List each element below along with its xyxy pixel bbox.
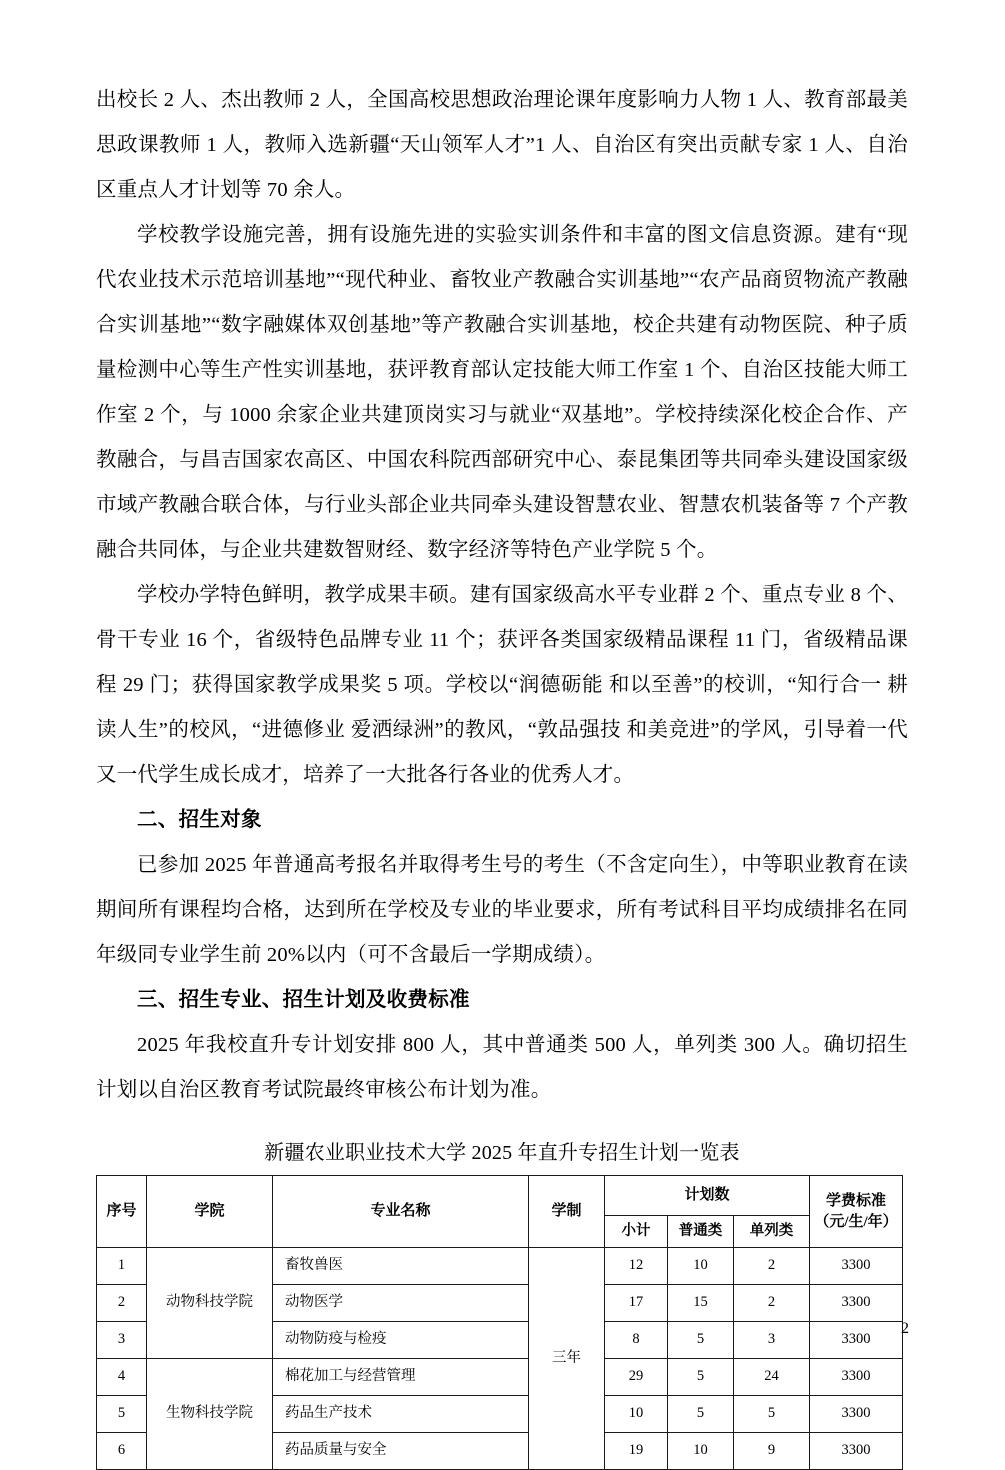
- cell-seq: 5: [97, 1396, 147, 1433]
- cell-subtotal: 12: [605, 1248, 668, 1285]
- cell-major: 药品生产技术: [273, 1396, 529, 1433]
- page-content: [96, 78, 908, 1470]
- cell-fee: 3300: [810, 1396, 903, 1433]
- paragraph-continuation: 出校长 2 人、杰出教师 2 人，全国高校思想政治理论课年度影响力人物 1 人、教育部最美思政课教师 1 人，教师入选新疆“天山领军人才”1 人、自治区有突出贡献专家 1 人、自治区重点人才计划等 70 余人。: [96, 89, 908, 201]
- cell-major: 动物防疫与检疫: [273, 1322, 529, 1359]
- table-row: [97, 1248, 903, 1285]
- cell-general: 10: [668, 1433, 734, 1470]
- header-seq: 序号: [97, 1176, 147, 1248]
- header-fee: [810, 1176, 903, 1248]
- cell-general: 15: [668, 1285, 734, 1322]
- cell-subtotal: 19: [605, 1433, 668, 1470]
- cell-duration: 三年: [529, 1248, 605, 1470]
- table-row: [97, 1359, 903, 1396]
- cell-subtotal: 29: [605, 1359, 668, 1396]
- header-separate: 单列类: [734, 1216, 810, 1248]
- heading-section-three: 三、招生专业、招生计划及收费标准: [137, 989, 470, 1011]
- cell-fee: 3300: [810, 1248, 903, 1285]
- table-caption: 新疆农业职业技术大学 2025 年直升专招生计划一览表: [264, 1142, 740, 1164]
- cell-fee: 3300: [810, 1433, 903, 1470]
- cell-major: 药品质量与安全: [273, 1433, 529, 1470]
- cell-general: 10: [668, 1248, 734, 1285]
- header-fee-line2: （元/生/年）: [814, 1213, 898, 1230]
- table-body: [97, 1248, 903, 1470]
- table-header: [97, 1176, 903, 1248]
- cell-college: 动物科技学院: [147, 1248, 273, 1359]
- header-duration: 学制: [529, 1176, 605, 1248]
- cell-subtotal: 10: [605, 1396, 668, 1433]
- header-general: 普通类: [668, 1216, 734, 1248]
- cell-major: 棉花加工与经营管理: [273, 1359, 529, 1396]
- page-number: 2: [901, 1320, 909, 1337]
- cell-separate: 9: [734, 1433, 810, 1470]
- cell-seq: 3: [97, 1322, 147, 1359]
- table-header-row-1: [97, 1176, 903, 1216]
- cell-fee: 3300: [810, 1285, 903, 1322]
- paragraph-achievements: 学校办学特色鲜明，教学成果丰硕。建有国家级高水平专业群 2 个、重点专业 8 个、骨干专业 16 个，省级特色品牌专业 11 个；获评各类国家级精品课程 11 门，省级精品课程 29 门；获得国家教学成果奖 5 项。学校以“润德砺能 和以至善”的校训，“知行合一 耕读人生”的校风，“进德修业 爱洒绿洲”的教风，“敦品强技 和美竞进”的学风，引导着一代又一代学生成长成才，培养了一大批各行各业的优秀人才。: [96, 584, 908, 786]
- cell-separate: 5: [734, 1396, 810, 1433]
- heading-section-two: 二、招生对象: [137, 809, 262, 831]
- header-subtotal: 小计: [605, 1216, 668, 1248]
- cell-college: 生物科技学院: [147, 1359, 273, 1470]
- cell-fee: 3300: [810, 1359, 903, 1396]
- cell-seq: 4: [97, 1359, 147, 1396]
- cell-seq: 2: [97, 1285, 147, 1322]
- cell-separate: 2: [734, 1285, 810, 1322]
- cell-subtotal: 17: [605, 1285, 668, 1322]
- cell-general: 5: [668, 1359, 734, 1396]
- cell-separate: 2: [734, 1248, 810, 1285]
- paragraph-section-two: 已参加 2025 年普通高考报名并取得考生号的考生（不含定向生），中等职业教育在读期间所有课程均合格，达到所在学校及专业的毕业要求，所有考试科目平均成绩排名在同年级同专业学生前 20%以内（可不含最后一学期成绩）。: [96, 854, 908, 966]
- paragraph-facilities: 学校教学设施完善，拥有设施先进的实验实训条件和丰富的图文信息资源。建有“现代农业技术示范培训基地”“现代种业、畜牧业产教融合实训基地”“农产品商贸物流产教融合实训基地”“数字融媒体双创基地”等产教融合实训基地，校企共建有动物医院、种子质量检测中心等生产性实训基地，获评教育部认定技能大师工作室 1 个、自治区技能大师工作室 2 个，与 1000 余家企业共建顶岗实习与就业“双基地”。学校持续深化校企合作、产教融合，与昌吉国家农高区、中国农科院西部研究中心、泰昆集团等共同牵头建设国家级市域产教融合联合体，与行业头部企业共同牵头建设智慧农业、智慧农机装备等 7 个产教融合共同体，与企业共建数智财经、数字经济等特色产业学院 5 个。: [96, 224, 908, 561]
- cell-general: 5: [668, 1396, 734, 1433]
- header-college: 学院: [147, 1176, 273, 1248]
- cell-major: 畜牧兽医: [273, 1248, 529, 1285]
- cell-major: 动物医学: [273, 1285, 529, 1322]
- enrollment-plan-table: [96, 1175, 903, 1470]
- header-major: 专业名称: [273, 1176, 529, 1248]
- paragraph-section-three: 2025 年我校直升专计划安排 800 人，其中普通类 500 人，单列类 300 人。确切招生计划以自治区教育考试院最终审核公布计划为准。: [96, 1034, 908, 1101]
- cell-fee: 3300: [810, 1322, 903, 1359]
- cell-general: 5: [668, 1322, 734, 1359]
- cell-separate: 24: [734, 1359, 810, 1396]
- cell-separate: 3: [734, 1322, 810, 1359]
- cell-seq: 6: [97, 1433, 147, 1470]
- header-fee-line1: 学费标准: [826, 1193, 887, 1210]
- cell-seq: 1: [97, 1248, 147, 1285]
- cell-subtotal: 8: [605, 1322, 668, 1359]
- header-plan-group: 计划数: [605, 1176, 810, 1216]
